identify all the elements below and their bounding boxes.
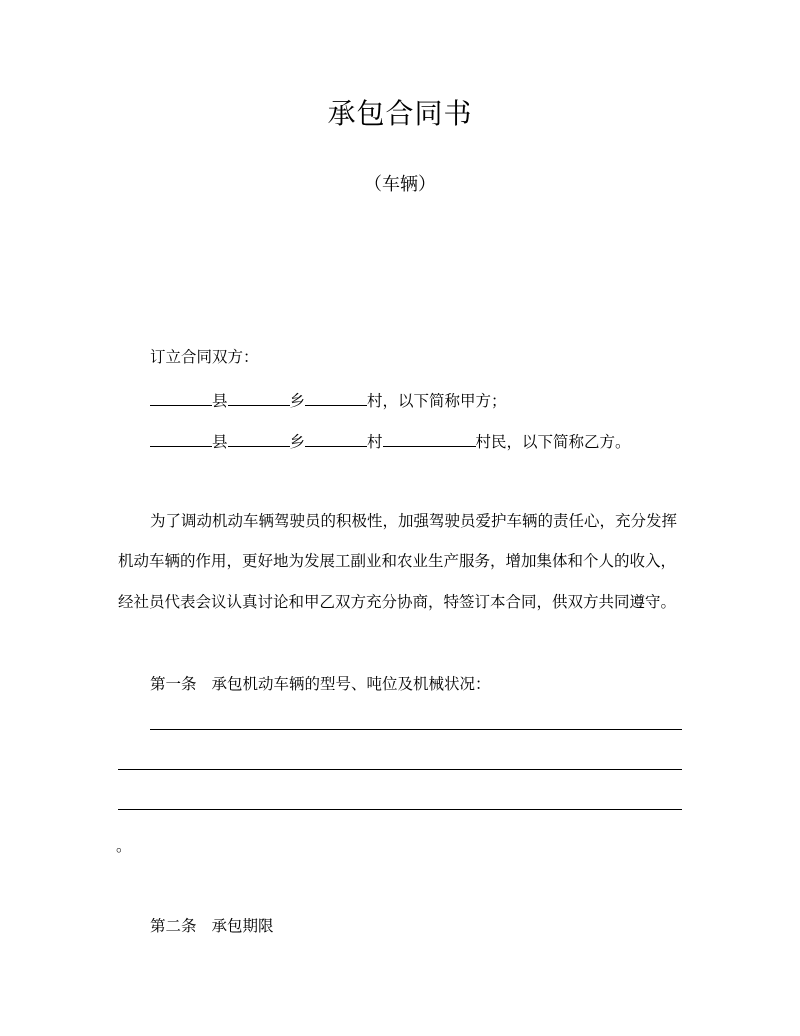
article-2-heading (150, 916, 274, 936)
county-blank (150, 388, 212, 406)
article-1-title: 承包机动车辆的型号、吨位及机械状况： (211, 675, 491, 693)
township-blank (228, 388, 290, 406)
preamble-line-1: 为了调动机动车辆驾驶员的积极性，加强驾驶员爱护车辆的责任心，充分发挥 (150, 512, 678, 530)
fill-line-3 (118, 809, 682, 810)
county-blank (150, 429, 212, 447)
article-1-end-mark: 。 (116, 837, 132, 855)
preamble-line-3: 经社员代表会议认真讨论和甲乙双方充分协商，特签订本合同，供双方共同遵守。 (118, 593, 677, 611)
preamble-line-2: 机动车辆的作用，更好地为发展工副业和农业生产服务，增加集体和个人的收入， (118, 552, 677, 570)
county-label: 县 (212, 392, 228, 410)
village-label: 村 (367, 433, 383, 451)
parties-label: 订立合同双方： (150, 348, 259, 366)
township-label: 乡 (289, 433, 306, 451)
villager-name-blank (383, 429, 476, 447)
township-label: 乡 (289, 392, 306, 410)
party-a-line (150, 388, 507, 411)
fill-line-1 (150, 729, 682, 730)
township-blank (228, 429, 290, 447)
village-label: 村，以下简称甲方； (367, 392, 507, 410)
village-blank (305, 388, 367, 406)
article-1-number: 第一条 (150, 675, 197, 693)
document-title: 承包合同书 (327, 97, 473, 130)
village-blank (305, 429, 367, 447)
article-1-heading (150, 674, 491, 694)
document-subtitle: （车辆） (364, 174, 436, 195)
article-2-title: 承包期限 (211, 917, 274, 935)
villager-label: 村民，以下简称乙方。 (475, 433, 631, 451)
article-2-number: 第二条 (150, 917, 197, 935)
fill-line-2 (118, 769, 682, 770)
county-label: 县 (212, 433, 228, 451)
party-b-line (150, 429, 631, 452)
